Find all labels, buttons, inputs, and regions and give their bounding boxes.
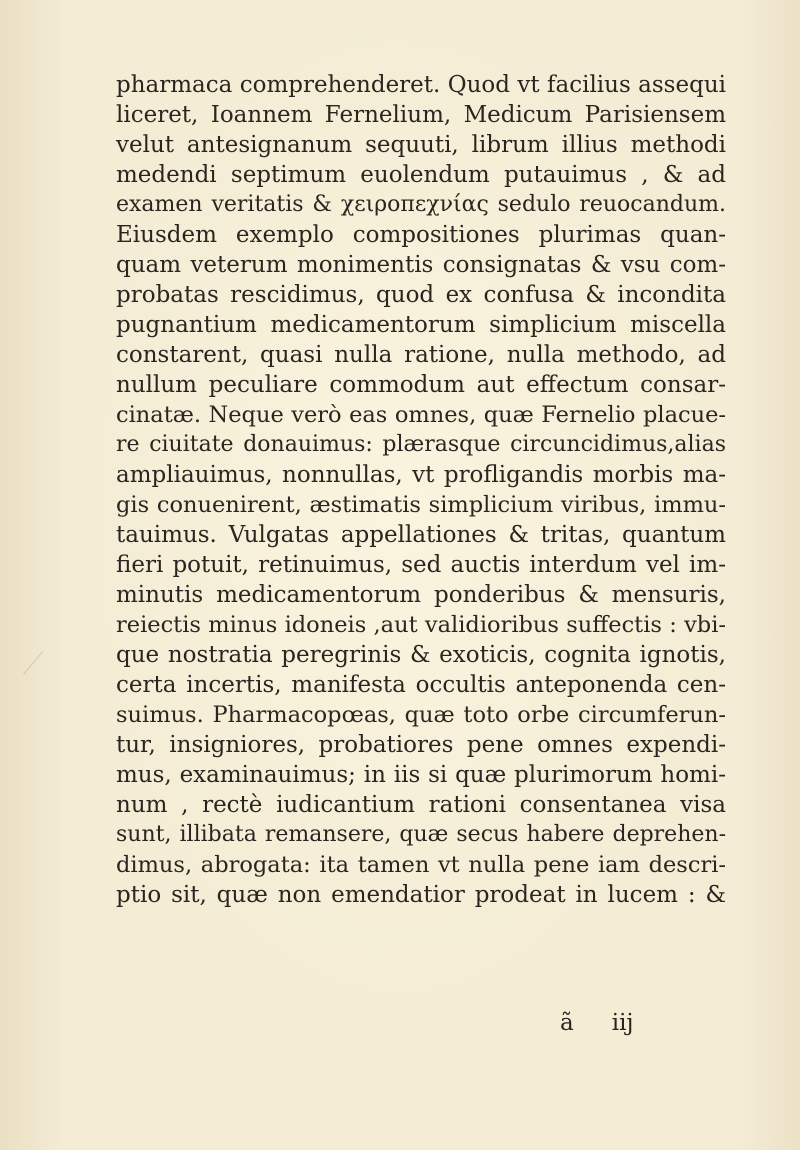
text-line: Eiusdem exemplo compositiones plurimas quan- (116, 222, 726, 248)
signature-mark (560, 1008, 720, 1038)
text-line: tur, insigniores, probatiores pene omnes expendi- (116, 732, 726, 758)
text-line: re ciuitate donauimus: plærasque circuncidimus,alias (116, 432, 726, 457)
text-line: gis conuenirent, æstimatis simplicium viribus, immu- (116, 492, 726, 518)
text-line: certa incertis, manifesta occultis anteponenda cen- (116, 672, 726, 698)
margin-mark (23, 651, 60, 689)
text-line: minutis medicamentorum ponderibus & mensuris, (116, 582, 726, 608)
text-line: ampliauimus, nonnullas, vt profligandis morbis ma- (116, 462, 726, 488)
signature-letter: ã (560, 1010, 574, 1036)
text-line: suimus. Pharmacopœas, quæ toto orbe circumferun- (116, 702, 726, 728)
text-line: sunt, illibata remansere, quæ secus habere deprehen- (116, 822, 726, 847)
body-text (116, 70, 726, 910)
text-line: pharmaca comprehenderet. Quod vt facilius assequi (116, 72, 726, 98)
text-line: examen veritatis & χειροπεχνίας sedulo reuocandum. (116, 192, 726, 217)
text-line: mus, examinauimus; in iis si quæ plurimorum homi- (116, 762, 726, 788)
text-line: liceret, Ioannem Fernelium, Medicum Parisiensem (116, 102, 726, 128)
text-line: probatas rescidimus, quod ex confusa & incondita (116, 282, 726, 308)
text-line: pugnantium medicamentorum simplicium miscella (116, 312, 726, 338)
text-line: ptio sit, quæ non emendatior prodeat in lucem : & (116, 882, 726, 908)
text-line: tauimus. Vulgatas appellationes & tritas, quantum (116, 522, 726, 548)
text-line: dimus, abrogata: ita tamen vt nulla pene iam descri- (116, 852, 726, 878)
text-line: num , rectè iudicantium rationi consentanea visa (116, 792, 726, 818)
text-line: medendi septimum euolendum putauimus , & ad (116, 162, 726, 188)
signature-folio: iij (611, 1010, 634, 1036)
text-line: constarent, quasi nulla ratione, nulla methodo, ad (116, 342, 726, 368)
text-line: velut antesignanum sequuti, librum illius methodi (116, 132, 726, 158)
text-line: fieri potuit, retinuimus, sed auctis interdum vel im- (116, 552, 726, 578)
text-line: nullum peculiare commodum aut effectum consar- (116, 372, 726, 398)
text-line: quam veterum monimentis consignatas & vsu com- (116, 252, 726, 278)
text-line: que nostratia peregrinis & exoticis, cognita ignotis, (116, 642, 726, 668)
text-line: reiectis minus idoneis ,aut validioribus suffectis : vbi- (116, 612, 726, 638)
text-line: cinatæ. Neque verò eas omnes, quæ Fernelio placue- (116, 402, 726, 428)
